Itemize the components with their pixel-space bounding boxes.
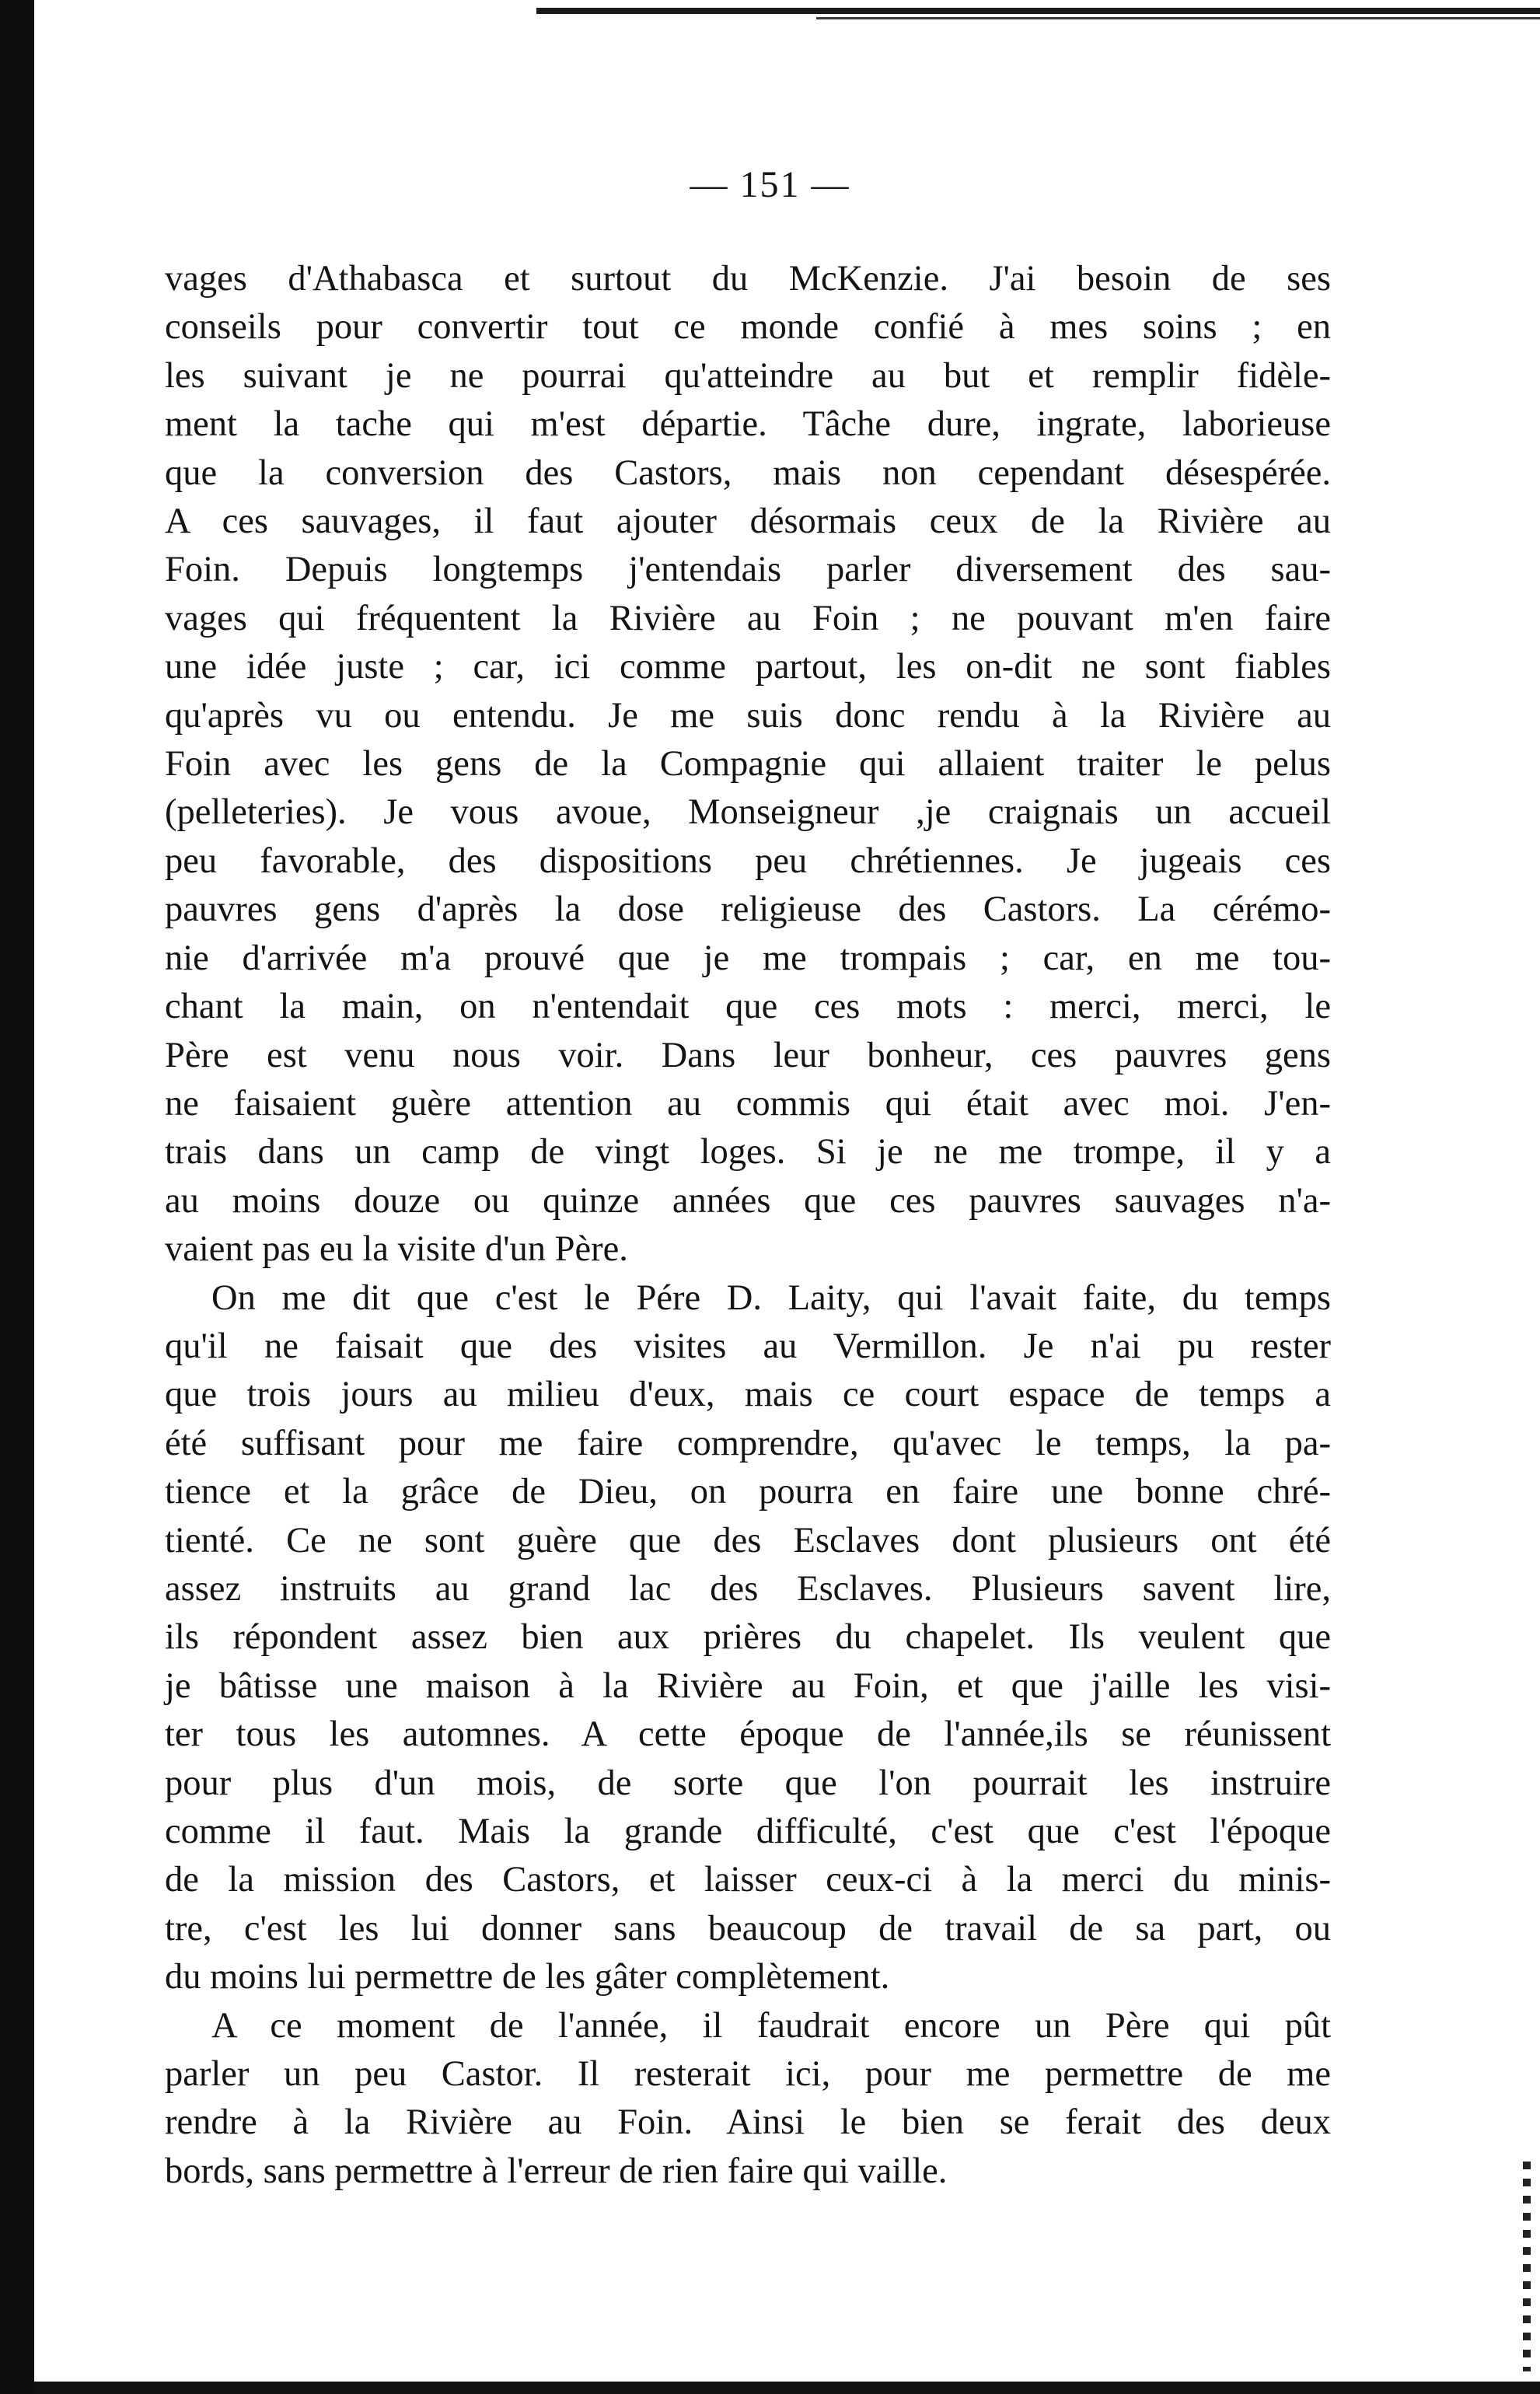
scan-bottom-edge <box>34 2382 1540 2394</box>
text-line: A ces sauvages, il faut ajouter désormais ceux de la Rivière au <box>165 502 1331 542</box>
text-line: A ce moment de l'année, il faudrait encore un Père qui pût <box>211 2005 1331 2046</box>
text-line: que trois jours au milieu d'eux, mais ce court espace de temps a <box>165 1375 1331 1415</box>
text-line: vages d'Athabasca et surtout du McKenzie. J'ai besoin de ses <box>165 259 1331 299</box>
text-line: rendre à la Rivière au Foin. Ainsi le bien se ferait des deux <box>165 2102 1331 2143</box>
paragraph <box>165 2002 1331 2197</box>
text-line: nie d'arrivée m'a prouvé que je me trompais ; car, en me tou- <box>165 938 1331 978</box>
text-line: ils répondent assez bien aux prières du chapelet. Ils veulent que <box>165 1617 1331 1658</box>
text-line: qu'il ne faisait que des visites au Vermillon. Je n'ai pu rester <box>165 1326 1331 1366</box>
scan-top-rule <box>536 8 1540 14</box>
text-line: que la conversion des Castors, mais non cependant désespérée. <box>165 453 1331 493</box>
text-line: vaient pas eu la visite d'un Père. <box>165 1229 628 1270</box>
text-line: une idée juste ; car, ici comme partout, les on-dit ne sont fiables <box>165 647 1331 687</box>
text-line: ne faisaient guère attention au commis qui était avec moi. J'en- <box>165 1083 1331 1124</box>
text-line: Foin avec les gens de la Compagnie qui allaient traiter le pelus <box>165 744 1331 785</box>
text-line: tienté. Ce ne sont guère que des Esclaves dont plusieurs ont été <box>165 1520 1331 1560</box>
scan-left-edge <box>0 0 34 2394</box>
text-line: qu'après vu ou entendu. Je me suis donc rendu à la Rivière au <box>165 695 1331 736</box>
paragraph <box>165 255 1331 1274</box>
text-line: les suivant je ne pourrai qu'atteindre au but et remplir fidèle- <box>165 355 1331 396</box>
text-line: comme il faut. Mais la grande difficulté, c'est que c'est l'époque <box>165 1812 1331 1851</box>
text-line: de la mission des Castors, et laisser ceux-ci à la merci du minis- <box>165 1860 1331 1900</box>
text-line: Foin. Depuis longtemps j'entendais parler diversement des sau- <box>165 550 1331 590</box>
text-line: pour plus d'un mois, de sorte que l'on pourrait les instruire <box>165 1763 1331 1803</box>
text-line: je bâtisse une maison à la Rivière au Foin, et que j'aille les visi- <box>165 1665 1331 1706</box>
paragraph <box>165 1274 1331 2002</box>
text-line: bords, sans permettre à l'erreur de rien faire qui vaille. <box>165 2151 948 2191</box>
text-line: vages qui fréquentent la Rivière au Foin ; ne pouvant m'en faire <box>165 598 1331 638</box>
text-line: trais dans un camp de vingt loges. Si je ne me trompe, il y a <box>165 1132 1331 1173</box>
text-line: tre, c'est les lui donner sans beaucoup de travail de sa part, ou <box>165 1908 1331 1948</box>
page-number: — 151 — <box>690 164 850 205</box>
text-line: On me dit que c'est le Pére D. Laity, qui l'avait faite, du temps <box>211 1277 1331 1318</box>
text-line: pauvres gens d'après la dose religieuse des Castors. La cérémo- <box>165 889 1331 930</box>
text-line: parler un peu Castor. Il resterait ici, pour me permettre de me <box>165 2054 1331 2095</box>
text-line: Père est venu nous voir. Dans leur bonheur, ces pauvres gens <box>165 1035 1331 1075</box>
text-line: du moins lui permettre de les gâter complètement. <box>165 1957 890 1997</box>
text-line: peu favorable, des dispositions peu chrétiennes. Je jugeais ces <box>165 841 1331 881</box>
text-line: tience et la grâce de Dieu, on pourra en faire une bonne chré- <box>165 1472 1331 1512</box>
text-line: ment la tache qui m'est départie. Tâche dure, ingrate, laborieuse <box>165 404 1331 445</box>
page-body <box>165 255 1331 2196</box>
scan-top-rule-thin <box>816 17 1540 19</box>
text-line: conseils pour convertir tout ce monde confié à mes soins ; en <box>165 307 1331 348</box>
text-line: ter tous les automnes. A cette époque de l'année,ils se réunissent <box>165 1714 1331 1755</box>
text-line: (pelleteries). Je vous avoue, Monseigneur ,je craignais un accueil <box>165 792 1331 833</box>
text-line: au moins douze ou quinze années que ces pauvres sauvages n'a- <box>165 1180 1331 1221</box>
text-line: chant la main, on n'entendait que ces mots : merci, merci, le <box>165 987 1331 1027</box>
scan-right-speckle <box>1523 2162 1531 2371</box>
text-line: assez instruits au grand lac des Esclaves. Plusieurs savent lire, <box>165 1568 1331 1609</box>
text-line: été suffisant pour me faire comprendre, qu'avec le temps, la pa- <box>165 1423 1331 1463</box>
